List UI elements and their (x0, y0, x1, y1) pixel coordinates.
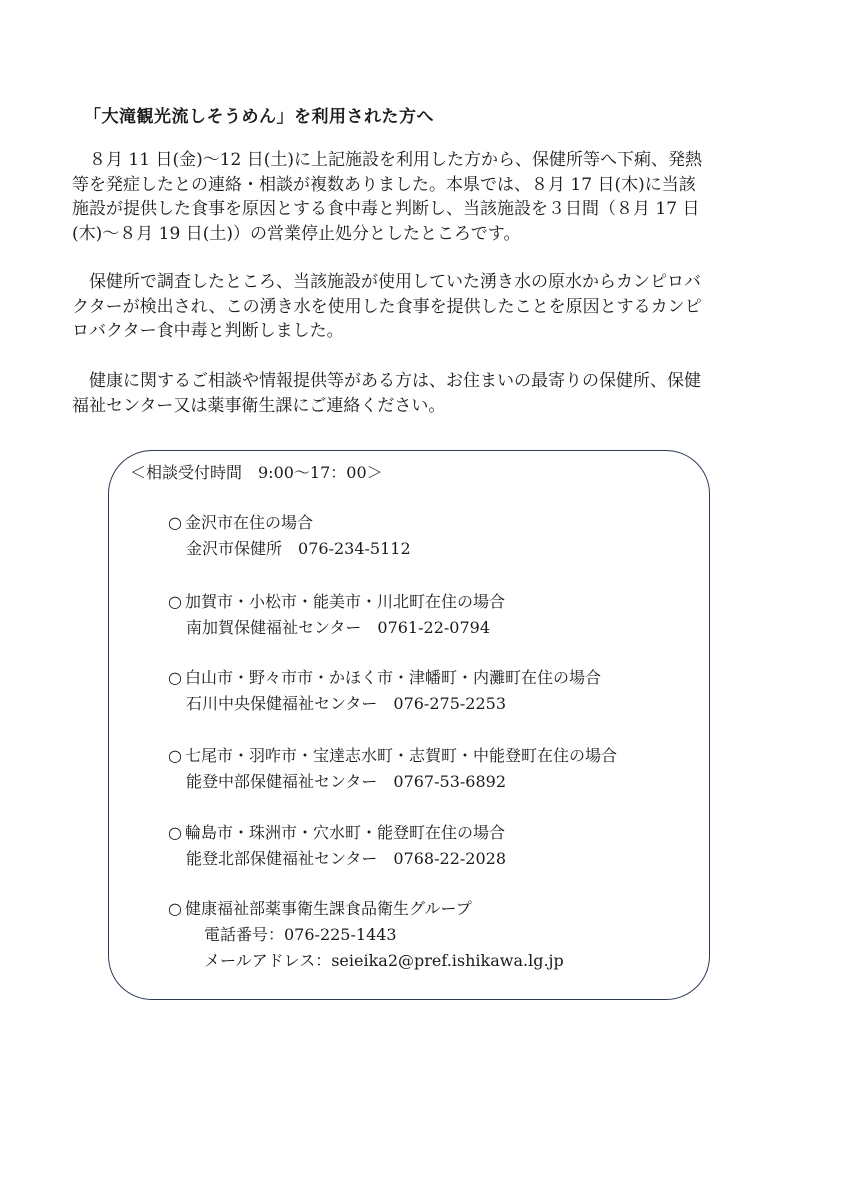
contact-office: 能登中部保健福祉センター (186, 772, 378, 791)
contact-phone: 076-275-2253 (393, 694, 506, 713)
paragraph-contact-request (72, 369, 782, 418)
paragraph-investigation (72, 270, 782, 344)
paragraph-line: 等を発症したとの連絡・相談が複数ありました。本県では、８月 17 日(木)に当該 (72, 174, 696, 195)
contact-phone: 0761-22-0794 (377, 618, 490, 637)
contact-office: 南加賀保健福祉センター (186, 618, 362, 637)
contact-office: 能登北部保健福祉センター (186, 849, 378, 868)
paragraph-line: (木)～８月 19 日(土)）の営業停止処分としたところです。 (72, 223, 521, 244)
contact-area: 金沢市在住の場合 (185, 513, 314, 532)
contact-phone: 076-234-5112 (298, 539, 411, 558)
paragraph-line: 施設が提供した食事を原因とする食中毒と判断し、当該施設を３日間（８月 17 日 (72, 199, 700, 219)
bullet-circle: ○ (168, 823, 182, 842)
paragraph-line: 健康に関するご相談や情報提供等がある方は、お住まいの最寄りの保健所、保健 (89, 371, 701, 391)
bullet-circle: ○ (168, 592, 182, 611)
page-title: 「大滝観光流しそうめん」を利用された方へ (84, 107, 434, 127)
paragraph-line: 保健所で調査したところ、当該施設が使用していた湧き水の原水からカンピロバ (89, 272, 701, 292)
contact-area: 加賀市・小松市・能美市・川北町在住の場合 (185, 592, 506, 611)
contact-entry-noto-hokubu (168, 820, 506, 872)
contact-phone: 電話番号：076-225-1443 (204, 925, 397, 944)
contact-office: 金沢市保健所 (186, 539, 283, 558)
contact-phone: 0767-53-6892 (393, 772, 506, 791)
contact-entry-minami-kaga (168, 589, 505, 641)
bullet-circle: ○ (168, 513, 182, 532)
paragraph-line: ８月 11 日(金)～12 日(土)に上記施設を利用した方から、保健所等へ下痢、発熱 (89, 150, 703, 170)
bullet-circle: ○ (168, 668, 182, 687)
contact-area: 健康福祉部薬事衛生課食品衛生グループ (185, 899, 472, 918)
contact-office: 石川中央保健福祉センター (186, 694, 378, 713)
contact-entry-prefecture (168, 896, 564, 974)
contact-phone: 0768-22-2028 (393, 849, 506, 868)
consultation-hours: ＜相談受付時間 9:00～17：00＞ (130, 463, 383, 482)
paragraph-line: 福祉センター又は薬事衛生課にご連絡ください。 (72, 395, 446, 416)
contact-area: 七尾市・羽咋市・宝達志水町・志賀町・中能登町在住の場合 (185, 746, 618, 765)
contact-entry-kanazawa (168, 510, 411, 562)
contact-entry-noto-chubu (168, 743, 617, 795)
bullet-circle: ○ (168, 746, 182, 765)
bullet-circle: ○ (168, 899, 182, 918)
paragraph-line: クターが検出され、この湧き水を使用した食事を提供したことを原因とするカンピ (72, 296, 702, 317)
contact-email: メールアドレス：seieika2@pref.ishikawa.lg.jp (204, 951, 564, 970)
contact-area: 輪島市・珠洲市・穴水町・能登町在住の場合 (185, 823, 506, 842)
contact-area: 白山市・野々市市・かほく市・津幡町・内灘町在住の場合 (185, 668, 602, 687)
paragraph-line: ロバクター食中毒と判断しました。 (72, 321, 344, 341)
contact-entry-ishikawa-chuo (168, 665, 601, 717)
paragraph-outbreak (72, 148, 782, 246)
